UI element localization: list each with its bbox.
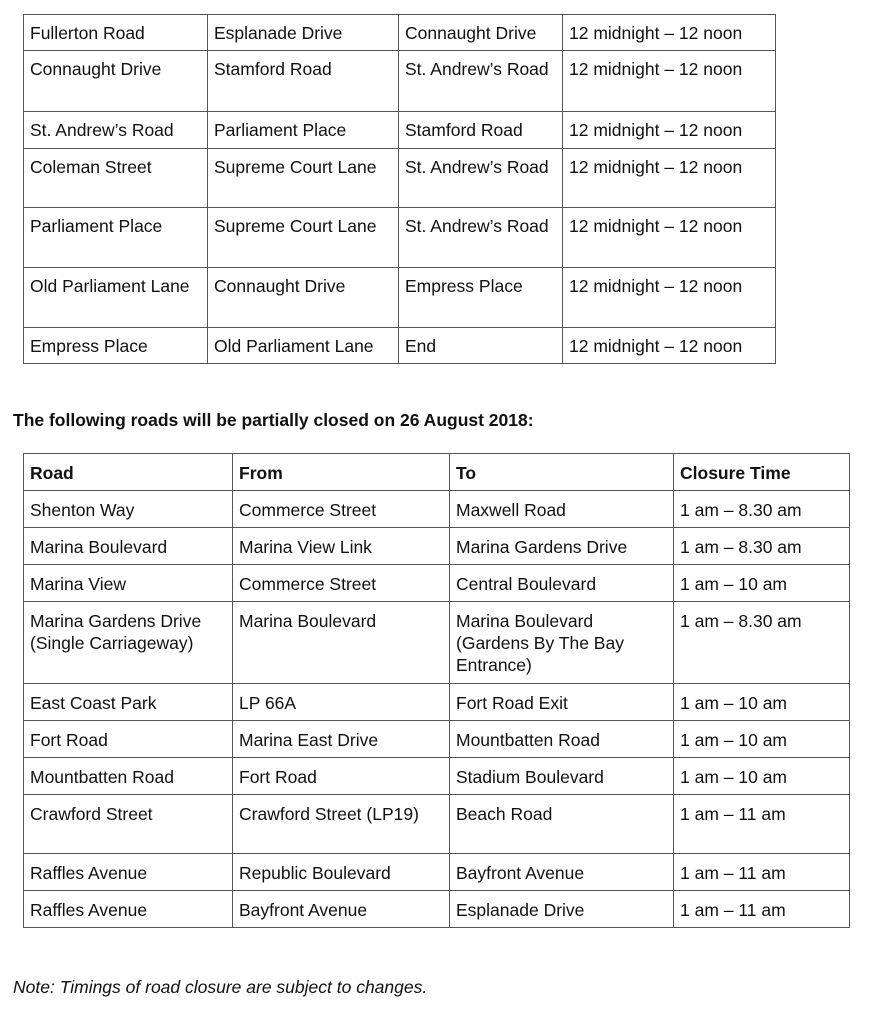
closure-time-cell: 1 am – 8.30 am (674, 528, 850, 565)
table-row (24, 149, 776, 208)
closure-time-cell: 1 am – 11 am (674, 795, 850, 854)
section-heading: The following roads will be partially closed on 26 August 2018: (13, 410, 534, 430)
from-cell: Crawford Street (LP19) (233, 795, 450, 854)
table-header-row (24, 454, 850, 491)
to-cell: Mountbatten Road (450, 721, 674, 758)
from-cell: Commerce Street (233, 491, 450, 528)
closure-time-cell: 12 midnight – 12 noon (563, 112, 776, 149)
road-cell: Marina Boulevard (24, 528, 233, 565)
closure-time-cell: 12 midnight – 12 noon (563, 268, 776, 328)
header-from: From (233, 454, 450, 491)
from-cell: LP 66A (233, 684, 450, 721)
from-cell: Old Parliament Lane (208, 328, 399, 364)
table-row (24, 51, 776, 112)
full-closure-table (23, 14, 776, 364)
table-row (24, 565, 850, 602)
from-cell: Bayfront Avenue (233, 891, 450, 928)
from-cell: Fort Road (233, 758, 450, 795)
road-cell: Marina Gardens Drive (Single Carriageway) (24, 602, 233, 684)
from-cell: Marina View Link (233, 528, 450, 565)
table-row (24, 795, 850, 854)
table-row (24, 854, 850, 891)
to-cell: End (399, 328, 563, 364)
road-cell: Raffles Avenue (24, 891, 233, 928)
table-row (24, 268, 776, 328)
to-cell: Stamford Road (399, 112, 563, 149)
partial-closure-table (23, 453, 850, 928)
to-cell: Beach Road (450, 795, 674, 854)
road-cell: Fort Road (24, 721, 233, 758)
to-cell: Fort Road Exit (450, 684, 674, 721)
to-cell: Esplanade Drive (450, 891, 674, 928)
from-cell: Stamford Road (208, 51, 399, 112)
road-cell: Marina View (24, 565, 233, 602)
to-cell: St. Andrew’s Road (399, 208, 563, 268)
to-cell: Maxwell Road (450, 491, 674, 528)
closure-time-cell: 1 am – 10 am (674, 684, 850, 721)
road-cell: Mountbatten Road (24, 758, 233, 795)
closure-time-cell: 12 midnight – 12 noon (563, 208, 776, 268)
to-cell: Stadium Boulevard (450, 758, 674, 795)
from-cell: Parliament Place (208, 112, 399, 149)
to-cell: Marina Boulevard (Gardens By The Bay Entrance) (450, 602, 674, 684)
to-cell: St. Andrew’s Road (399, 149, 563, 208)
from-cell: Supreme Court Lane (208, 149, 399, 208)
from-cell: Supreme Court Lane (208, 208, 399, 268)
closure-time-cell: 1 am – 8.30 am (674, 491, 850, 528)
from-cell: Marina East Drive (233, 721, 450, 758)
from-cell: Republic Boulevard (233, 854, 450, 891)
table-row (24, 15, 776, 51)
to-cell: St. Andrew’s Road (399, 51, 563, 112)
closure-time-cell: 1 am – 10 am (674, 565, 850, 602)
table-row (24, 491, 850, 528)
table-row (24, 684, 850, 721)
to-cell: Empress Place (399, 268, 563, 328)
header-to: To (450, 454, 674, 491)
table-row (24, 758, 850, 795)
closure-time-cell: 1 am – 10 am (674, 721, 850, 758)
to-cell: Marina Gardens Drive (450, 528, 674, 565)
to-cell: Bayfront Avenue (450, 854, 674, 891)
closure-time-cell: 1 am – 11 am (674, 854, 850, 891)
road-cell: East Coast Park (24, 684, 233, 721)
from-cell: Connaught Drive (208, 268, 399, 328)
closure-time-cell: 12 midnight – 12 noon (563, 328, 776, 364)
table-row (24, 328, 776, 364)
from-cell: Marina Boulevard (233, 602, 450, 684)
road-cell: St. Andrew’s Road (24, 112, 208, 149)
table-row (24, 891, 850, 928)
from-cell: Esplanade Drive (208, 15, 399, 51)
closure-time-cell: 1 am – 10 am (674, 758, 850, 795)
table-row (24, 208, 776, 268)
to-cell: Connaught Drive (399, 15, 563, 51)
road-cell: Fullerton Road (24, 15, 208, 51)
closure-time-cell: 12 midnight – 12 noon (563, 149, 776, 208)
table-row (24, 721, 850, 758)
road-cell: Coleman Street (24, 149, 208, 208)
closure-time-cell: 1 am – 8.30 am (674, 602, 850, 684)
road-cell: Raffles Avenue (24, 854, 233, 891)
from-cell: Commerce Street (233, 565, 450, 602)
road-cell: Empress Place (24, 328, 208, 364)
road-cell: Old Parliament Lane (24, 268, 208, 328)
table-row (24, 112, 776, 149)
to-cell: Central Boulevard (450, 565, 674, 602)
table-row (24, 528, 850, 565)
header-road: Road (24, 454, 233, 491)
road-cell: Parliament Place (24, 208, 208, 268)
table-row (24, 602, 850, 684)
closure-note: Note: Timings of road closure are subject to changes. (13, 977, 428, 997)
road-cell: Shenton Way (24, 491, 233, 528)
closure-time-cell: 1 am – 11 am (674, 891, 850, 928)
road-cell: Crawford Street (24, 795, 233, 854)
closure-time-cell: 12 midnight – 12 noon (563, 51, 776, 112)
closure-time-cell: 12 midnight – 12 noon (563, 15, 776, 51)
road-cell: Connaught Drive (24, 51, 208, 112)
header-closure-time: Closure Time (674, 454, 850, 491)
